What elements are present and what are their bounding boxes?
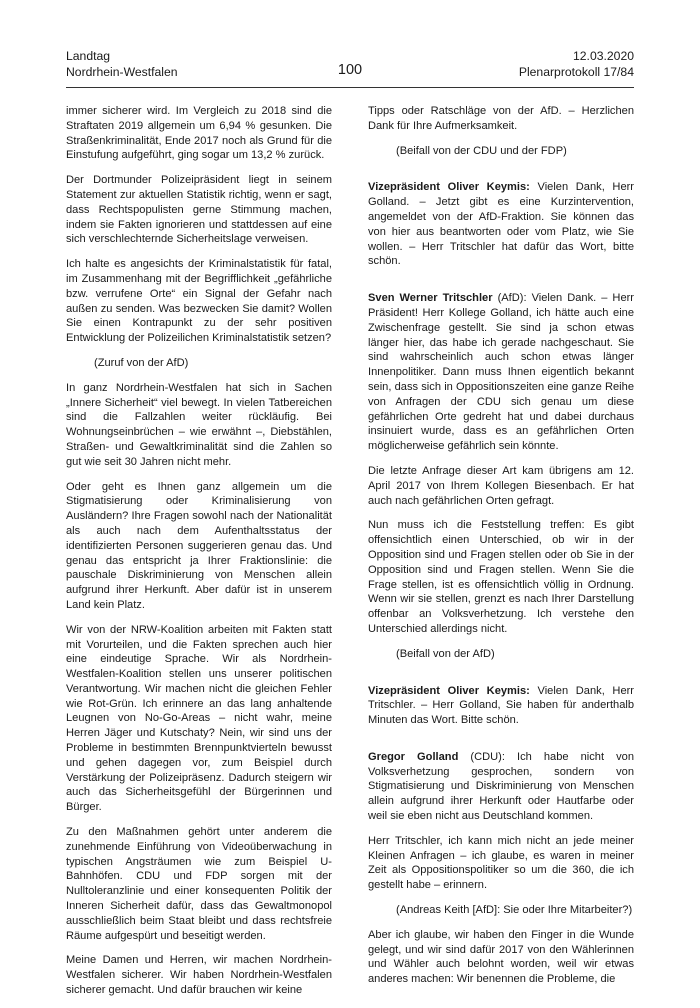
paragraph-text: Aber ich glaube, wir haben den Finger in die Wunde gelegt, und wir sind dafür 2017 von den Wählerinnen und Wähler auch belohnt worden, weil wir etwas anderes machen: Wir benennen die Probleme, die: [368, 928, 634, 986]
speaker-paragraph: [368, 180, 634, 269]
header-meta: [519, 48, 634, 80]
paragraph-text: immer sicherer wird. Im Vergleich zu 2018 sind die Straftaten 2019 allgemein um 6,94 % gesunken. Die Straßenkriminalität, Ende 2017 noch als Grund für die Einstufung aufgeführt, ging sogar um 13,2 % zurück.: [66, 105, 332, 162]
paragraph-text: In ganz Nordrhein-Westfalen hat sich in Sachen „Innere Sicherheit“ viel bewegt. In vielen Tatbereichen sind die Fallzahlen weiter rückläufig. Bei Wohnungseinbrüchen – wie erwähnt –, Diebstählen, Straßen- und Gewaltkriminalität sind die Zahlen so gut wie seit 30 Jahren nicht mehr.: [66, 381, 332, 468]
paragraph-text: Vielen Dank, Herr Golland. – Jetzt gibt es eine Kurzintervention, angemeldet von der AfD-Fraktion. Sie können das von hier aus beantworten oder vom Platz, wie Sie wollen. – Herr Tritschler hat dafür das Wort, bitte schön.: [368, 181, 635, 268]
speaker-name: Sven Werner Tritschler: [368, 292, 493, 305]
speech-paragraph: [368, 834, 634, 893]
speech-paragraph: [66, 381, 332, 470]
interjection: (Zuruf von der AfD): [94, 356, 189, 369]
paragraph-text: Vielen Dank, Herr Tritschler. – Herr Golland, Sie haben für anderthalb Minuten das Wort. Bitte schön.: [368, 684, 635, 727]
paragraph-text: (CDU): Ich habe nicht von Volksverhetzung gesprochen, sondern von Stigmatisierung und Diskriminierung von Menschen allein aufgrund ihrer Herkunft oder Hautfarbe oder weil sie eben nicht aus Deutschland kommen.: [368, 750, 634, 823]
right-column: [368, 104, 634, 997]
speech-paragraph: [368, 104, 634, 134]
header-rule: [66, 87, 634, 88]
speech-paragraph: [66, 257, 332, 346]
paragraph-text: Zu den Maßnahmen gehört unter anderem die zunehmende Einführung von Videoüberwachung in typischen Angsträumen wie zum Beispiel U-Bahnhöfen. CDU und FDP sorgen mit der Nulltoleranzlinie und einer konsequenten Politik der Inneren Sicherheit dafür, dass das Gewaltmonopol ausschließlich beim Staat bleibt und dass rechtsfreie Räume aufgespürt und beseitigt werden.: [66, 826, 332, 942]
speaker-name: Gregor Golland: [368, 750, 459, 763]
paragraph-text: Nun muss ich die Feststellung treffen: Es gibt offensichtlich einen Unterschied, ob wir in der Opposition sind und Fragen stellen oder ob Sie in der Opposition sind und Fragen stellen. Wenn Sie die Frage stellen, ist es offensichtlich völlig in Ordnung. Wenn wir sie stellen, grenzt es nach Ihrer Darstellung offenbar an Volksverhetzung. Ich verstehe den Unterschied allerdings nicht.: [368, 519, 634, 635]
speech-paragraph: [66, 104, 332, 163]
speaker-name: Vizepräsident Oliver Keymis:: [368, 181, 530, 194]
speaker-paragraph: [368, 291, 634, 454]
speech-paragraph: [368, 464, 634, 508]
interjection: (Beifall von der AfD): [396, 647, 495, 660]
speech-paragraph: [66, 173, 332, 247]
paragraph-text: Wir von der NRW-Koalition arbeiten mit Fakten statt mit Vorurteilen, und die Fakten sprechen auch hier eine eindeutige Sprache. Wir als Nordrhein-Westfalen-Koalition stellen uns unserer politischen Verantwortung. Wir machen nicht die gleichen Fehler wie Rot-Grün. Ich erinnere an das lang anhaltende Leugnen von No-Go-Areas – nicht wahr, meine Herren Jäger und Kutschaty? Nein, wir sind uns der Probleme in bestimmten Brennpunktvierteln bewusst und gehen dagegen vor, zum Beispiel durch Verstärkung der Polizeipräsenz. Dadurch steigern wir auch das Sicherheitsgefühl der Bürgerinnen und Bürger.: [66, 623, 332, 814]
speech-paragraph: [66, 480, 332, 613]
paragraph-text: Ich halte es angesichts der Kriminalstatistik für fatal, im Zusammenhang mit der Begrifflichkeit „gefährliche bzw. verrufene Orte“ ein Signal der Gefahr nach außen zu senden. Was bezwecken Sie damit? Wollen Sie einen Kontrapunkt zu der sehr positiven Entwicklung der Polizeilichen Kriminalstatistik setzen?: [66, 258, 332, 345]
page-header: [66, 48, 634, 88]
paragraph-text: Meine Damen und Herren, wir machen Nordrhein-Westfalen sicherer. Wir haben Nordrhein-Westfalen sicherer gemacht. Und dafür brauchen wir keine: [66, 954, 332, 997]
speaker-paragraph: [368, 684, 634, 728]
speaker-paragraph: [368, 750, 634, 824]
paragraph-text: (AfD): Vielen Dank. – Herr Präsident! Herr Kollege Golland, ich hätte auch eine Zwischenfrage gestellt. Sie sind ja schon etwas länger hier, das habe ich gerade nachgeschaut. Sie sind wahrscheinlich auch schon etwas länger Innenpolitiker. Dann muss Ihnen eigentlich bekannt sein, dass sich in Oppositionszeiten eine ganze Reihe von Anfragen der CDU sich genau um diese gefährlichen Orte gedreht hat und dabei durchaus insinuiert wurde, dass es an gefährlichen Orten möglicherweise gefährlich sein könnte.: [368, 292, 635, 453]
left-column: [66, 104, 332, 1008]
header-state: Nordrhein-Westfalen: [66, 65, 178, 79]
paragraph-text: Der Dortmunder Polizeipräsident liegt in seinem Statement zur aktuellen Statistik richtig, wenn er sagt, dass Rechtspopulisten gerne Stimmung machen, indem sie Fakten ignorieren und stattdessen auf eine sich verschlechternde Sicherheitslage verweisen.: [66, 174, 332, 246]
paragraph-text: Tipps oder Ratschläge von der AfD. – Herzlichen Dank für Ihre Aufmerksamkeit.: [368, 105, 634, 132]
speech-paragraph: [368, 928, 634, 987]
header-date: 12.03.2020: [573, 49, 634, 63]
speech-paragraph: [66, 953, 332, 997]
paragraph-text: Die letzte Anfrage dieser Art kam übrigens am 12. April 2017 von Ihrem Kollegen Biesenbach. Er hat auch nach gefährlichen Orten gefragt.: [368, 464, 634, 507]
speech-paragraph: [66, 623, 332, 815]
interjection: (Beifall von der CDU und der FDP): [396, 144, 567, 157]
speech-paragraph: [368, 518, 634, 636]
header-protocol: Plenarprotokoll 17/84: [518, 65, 634, 79]
paragraph-text: Herr Tritschler, ich kann mich nicht an jede meiner Kleinen Anfragen – ich glaube, es waren in meiner Zeit als Oppositionspolitiker so um die 360, die ich gestellt habe – erinnern.: [368, 834, 634, 892]
page-number: 100: [337, 62, 363, 78]
header-landtag: Landtag: [66, 49, 111, 63]
speech-paragraph: [66, 825, 332, 943]
paragraph-text: Oder geht es Ihnen ganz allgemein um die Stigmatisierung oder Kriminalisierung von Ausländern? Ihre Fragen sowohl nach der Nationalität als auch nach dem Aufenthaltsstatus der identifizierten Personen suggerieren genau das. Und genau das entspricht ja Ihrer Fraktionslinie: die pauschale Diskriminierung von Menschen allein aufgrund ihrer Herkunft. Aber dafür ist in unserem Land kein Platz.: [66, 480, 332, 611]
interjection: (Andreas Keith [AfD]: Sie oder Ihre Mitarbeiter?): [396, 904, 633, 917]
speaker-name: Vizepräsident Oliver Keymis:: [368, 684, 530, 697]
